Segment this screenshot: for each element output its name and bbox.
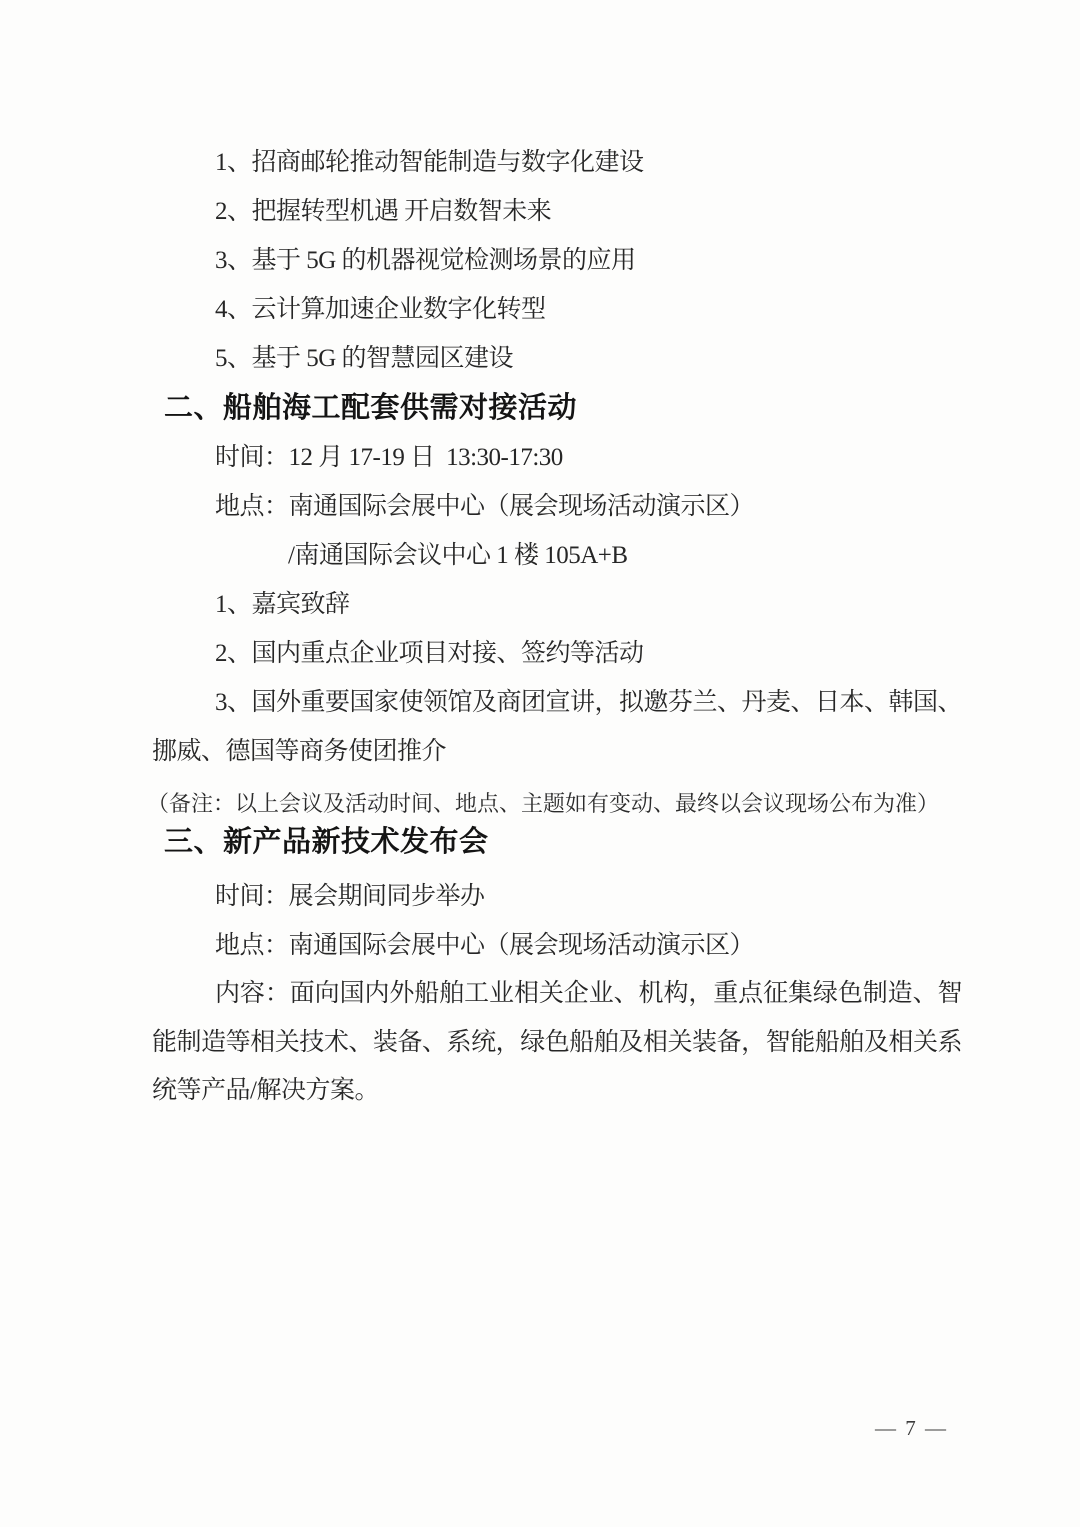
location-line: 地点：南通国际会展中心（展会现场活动演示区） [215,931,755,959]
location-line-continued: /南通国际会议中心 1 楼 105A+B [288,542,628,569]
session-list-item: 4、云计算加速企业数字化转型 [215,296,546,323]
section-three-heading: 三、新产品新技术发布会 [164,826,489,858]
section-two-items [152,580,962,776]
session-list [152,138,962,383]
session-list-item: 2、把握转型机遇 开启数智未来 [215,198,552,225]
content-paragraph: 内容：面向国内外船舶工业相关企业、机构，重点征集绿色制造、智能制造等相关技术、装备、系统，绿色船舶及相关装备，智能船舶及相关系统等产品/解决方案。 [152,980,962,1105]
agenda-item: 3、国外重要国家使领馆及商团宣讲，拟邀芬兰、丹麦、日本、韩国、挪威、德国等商务使团推介 [152,689,963,765]
section-two-heading: 二、船舶海工配套供需对接活动 [164,392,578,424]
section-two [152,385,962,431]
page-number: — 7 — [875,1416,948,1440]
location-line: 地点：南通国际会展中心（展会现场活动演示区） [215,493,755,520]
agenda-item: 1、嘉宾致辞 [215,591,350,618]
section-three-body [152,873,962,1116]
section-three [152,819,962,865]
time-line: 时间：展会期间同步举办 [215,883,485,910]
time-line: 时间：12 月 17-19 日 13:30-17:30 [215,444,563,471]
session-list-item: 3、基于 5G 的机器视觉检测场景的应用 [215,247,636,274]
agenda-item: 2、国内重点企业项目对接、签约等活动 [215,640,644,667]
session-list-item: 5、基于 5G 的智慧园区建设 [215,345,514,372]
note-line: （备注：以上会议及活动时间、地点、主题如有变动、最终以会议现场公布为准） [147,791,940,816]
section-two-meta [152,433,962,580]
session-list-item: 1、招商邮轮推动智能制造与数字化建设 [215,149,644,176]
